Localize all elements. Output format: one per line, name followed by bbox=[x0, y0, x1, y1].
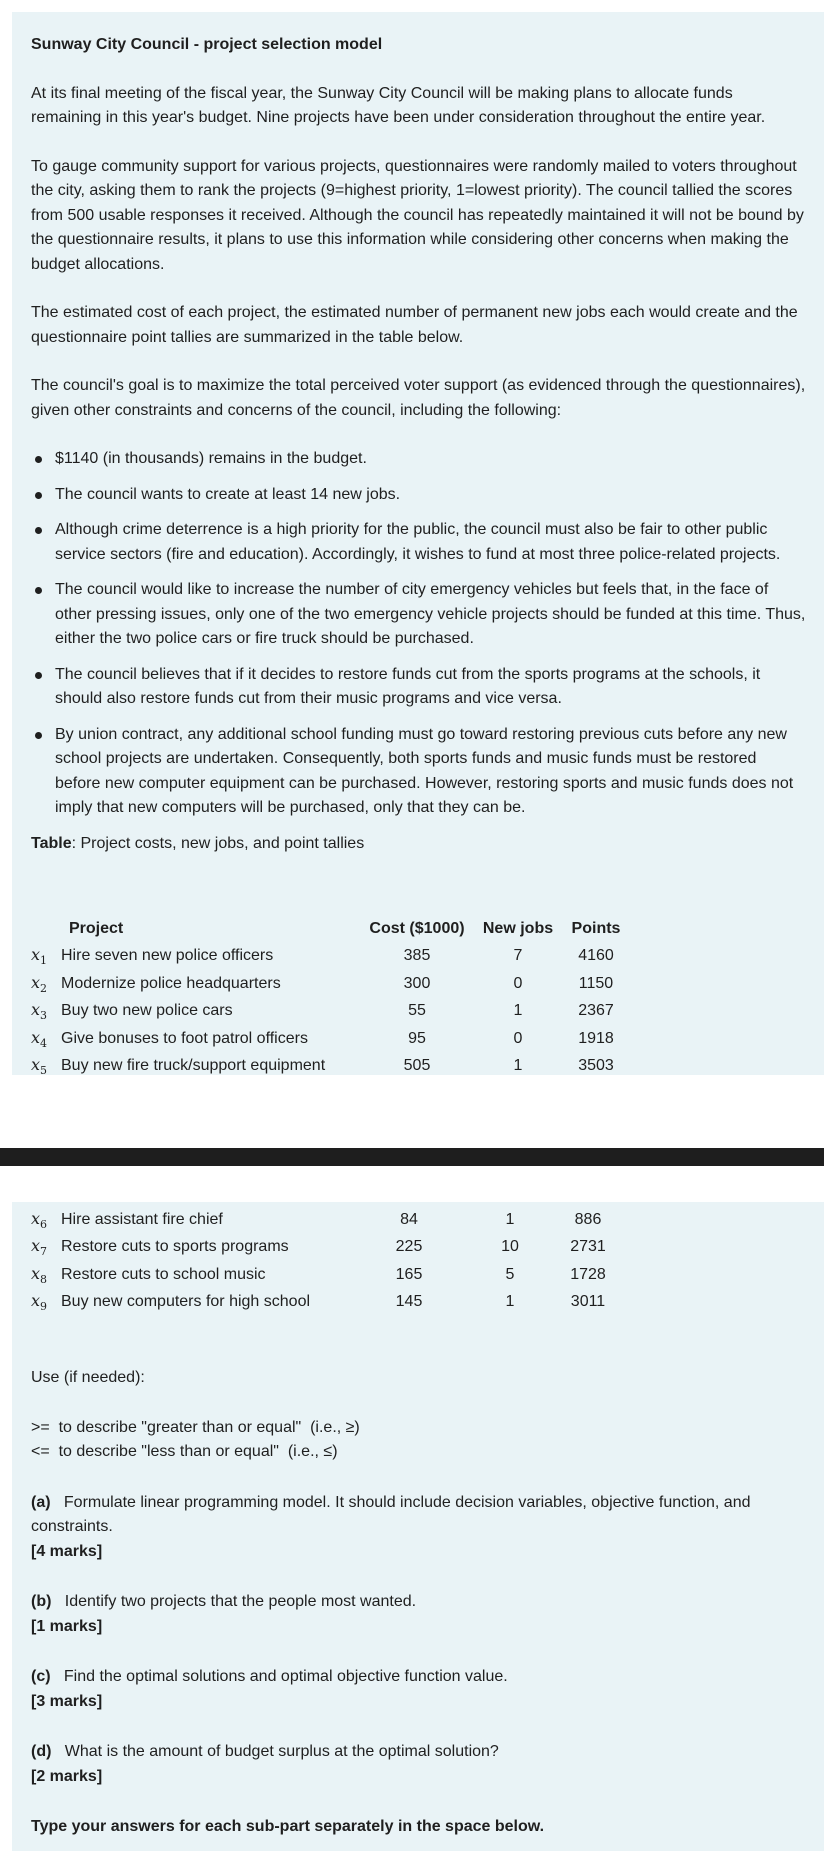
project-jobs: 0 bbox=[513, 1029, 523, 1047]
header-cost: Cost ($1000) bbox=[369, 919, 465, 937]
project-jobs: 1 bbox=[513, 1002, 523, 1020]
project-name: Hire seven new police officers bbox=[61, 947, 274, 965]
question-label: (b) bbox=[31, 1593, 52, 1610]
question-b bbox=[31, 1590, 806, 1639]
table-row bbox=[31, 970, 629, 998]
list-item: By union contract, any additional school funding must go toward restoring previous cuts before any new school projects are undertaken. Consequently, both sports funds and music funds must be restored before new computer equipment can be purchased. However, restoring sports and music funds does not imply that new computers will be purchased, only that they can be. bbox=[55, 723, 806, 821]
question-text: What is the amount of budget surplus at the optimal solution? bbox=[64, 1743, 499, 1760]
table-row bbox=[31, 1289, 621, 1317]
variable-label: $x_1$ bbox=[31, 945, 48, 968]
table-row bbox=[31, 998, 629, 1026]
table-intro-paragraph: The estimated cost of each project, the estimated number of permanent new jobs each would create and the questionnaire point tallies are summarized in the table below. bbox=[31, 304, 798, 346]
variable-label: $x_5$ bbox=[31, 1055, 48, 1078]
project-name: Restore cuts to sports programs bbox=[61, 1238, 289, 1256]
project-points: 1728 bbox=[570, 1265, 606, 1283]
project-cost: 300 bbox=[403, 974, 431, 992]
project-jobs: 1 bbox=[505, 1210, 515, 1228]
table-header-row bbox=[31, 915, 629, 943]
header-jobs: New jobs bbox=[482, 919, 554, 937]
variable-label: $x_3$ bbox=[31, 1000, 48, 1023]
list-item: The council would like to increase the number of city emergency vehicles but feels that, in the face of other pressing issues, only one of the two emergency vehicle projects should be funded at this time. Thus, either the two police cars or fire truck should be purchased. bbox=[55, 578, 806, 652]
screenshot-divider bbox=[0, 1148, 824, 1166]
question-label: (a) bbox=[31, 1493, 51, 1511]
question-marks: [1 marks] bbox=[31, 1617, 103, 1635]
project-cost: 145 bbox=[395, 1293, 423, 1311]
project-cost: 84 bbox=[400, 1210, 418, 1228]
project-points: 3011 bbox=[570, 1293, 606, 1311]
question-text: Formulate linear programming model. It should include decision variables, objective function, and constraints. bbox=[31, 1493, 751, 1535]
project-table-part1 bbox=[31, 915, 629, 1080]
page-title: Sunway City Council - project selection model bbox=[31, 36, 383, 53]
project-jobs: 1 bbox=[505, 1293, 515, 1311]
variable-label: $x_6$ bbox=[31, 1208, 48, 1231]
question-d bbox=[31, 1740, 806, 1789]
intro-paragraph: At its final meeting of the fiscal year, the Sunway City Council will be making plans to allocate funds remaining in this year's budget. Nine projects have been under consideration throughout the entire year. bbox=[31, 84, 766, 126]
project-cost: 385 bbox=[403, 947, 431, 965]
project-jobs: 10 bbox=[501, 1238, 519, 1256]
project-name: Buy two new police cars bbox=[61, 1002, 233, 1020]
question-body-bottom bbox=[31, 1366, 806, 1840]
notation-ge: >= to describe "greater than or equal" (i.e., ≥) bbox=[31, 1418, 360, 1436]
project-points: 4160 bbox=[578, 947, 614, 965]
question-body-top bbox=[31, 33, 806, 856]
table-caption-label: Table bbox=[31, 834, 72, 852]
project-jobs: 1 bbox=[513, 1057, 523, 1075]
question-label: (c) bbox=[31, 1668, 51, 1685]
constraints-list bbox=[31, 447, 806, 821]
goal-paragraph: The council's goal is to maximize the total perceived voter support (as evidenced through the questionnaires), given other constraints and concerns of the council, including the following: bbox=[31, 377, 806, 419]
project-points: 2731 bbox=[570, 1238, 606, 1256]
variable-label: $x_7$ bbox=[31, 1236, 48, 1259]
table-row bbox=[31, 1053, 629, 1081]
project-name: Restore cuts to school music bbox=[61, 1265, 266, 1283]
table-row bbox=[31, 1025, 629, 1053]
answer-instruction: Type your answers for each sub-part separately in the space below. bbox=[31, 1818, 545, 1835]
question-text: Find the optimal solutions and optimal objective function value. bbox=[63, 1668, 508, 1685]
variable-label: $x_8$ bbox=[31, 1263, 48, 1286]
questionnaire-paragraph: To gauge community support for various projects, questionnaires were randomly mailed to voters throughout the city, asking them to rank the projects (9=highest priority, 1=lowest priority). The council tallied the scores from 500 usable responses it received. Although the council has repeatedly maintained it will not be bound by the questionnaire results, it plans to use this information while considering other concerns when making the budget allocations. bbox=[31, 157, 804, 273]
question-label: (d) bbox=[31, 1743, 52, 1760]
table-caption-text: : Project costs, new jobs, and point tallies bbox=[71, 834, 365, 852]
project-name: Buy new computers for high school bbox=[61, 1293, 311, 1311]
project-points: 886 bbox=[574, 1210, 602, 1228]
header-project: Project bbox=[69, 919, 124, 937]
variable-label: $x_2$ bbox=[31, 972, 48, 995]
question-text: Identify two projects that the people most wanted. bbox=[64, 1593, 417, 1610]
table-row bbox=[31, 943, 629, 971]
question-c bbox=[31, 1665, 806, 1714]
project-cost: 165 bbox=[395, 1265, 423, 1283]
table-row bbox=[31, 1234, 621, 1262]
project-points: 3503 bbox=[578, 1057, 614, 1075]
project-table-part2 bbox=[31, 1206, 621, 1316]
question-marks: [3 marks] bbox=[31, 1692, 103, 1710]
notation-le: <= to describe "less than or equal" (i.e., ≤) bbox=[31, 1443, 338, 1460]
project-cost: 55 bbox=[408, 1002, 426, 1020]
table-caption bbox=[31, 832, 806, 857]
use-if-needed-label: Use (if needed): bbox=[31, 1369, 145, 1386]
project-name: Give bonuses to foot patrol officers bbox=[61, 1029, 308, 1047]
question-marks: [2 marks] bbox=[31, 1767, 103, 1785]
project-cost: 505 bbox=[403, 1057, 431, 1075]
variable-label: $x_9$ bbox=[31, 1291, 48, 1314]
project-jobs: 0 bbox=[513, 974, 523, 992]
header-points: Points bbox=[571, 919, 621, 937]
question-marks: [4 marks] bbox=[31, 1542, 103, 1560]
question-a bbox=[31, 1491, 806, 1565]
list-item: The council wants to create at least 14 new jobs. bbox=[55, 483, 806, 508]
variable-label: $x_4$ bbox=[31, 1027, 48, 1050]
project-cost: 95 bbox=[408, 1029, 426, 1047]
table-row bbox=[31, 1206, 621, 1234]
list-item: The council believes that if it decides to restore funds cut from the sports programs at the schools, it should also restore funds cut from their music programs and vice versa. bbox=[55, 663, 806, 712]
project-jobs: 7 bbox=[513, 947, 523, 965]
project-name: Modernize police headquarters bbox=[61, 974, 281, 992]
table-row bbox=[31, 1261, 621, 1289]
project-jobs: 5 bbox=[505, 1265, 515, 1283]
project-name: Buy new fire truck/support equipment bbox=[61, 1057, 326, 1075]
project-points: 2367 bbox=[578, 1002, 614, 1020]
project-name: Hire assistant fire chief bbox=[61, 1210, 223, 1228]
project-points: 1150 bbox=[578, 974, 614, 992]
list-item: $1140 (in thousands) remains in the budget. bbox=[55, 447, 806, 472]
list-item: Although crime deterrence is a high priority for the public, the council must also be fair to other public service sectors (fire and education). Accordingly, it wishes to fund at most three police-related projects. bbox=[55, 518, 806, 567]
project-cost: 225 bbox=[395, 1238, 423, 1256]
project-points: 1918 bbox=[578, 1029, 614, 1047]
